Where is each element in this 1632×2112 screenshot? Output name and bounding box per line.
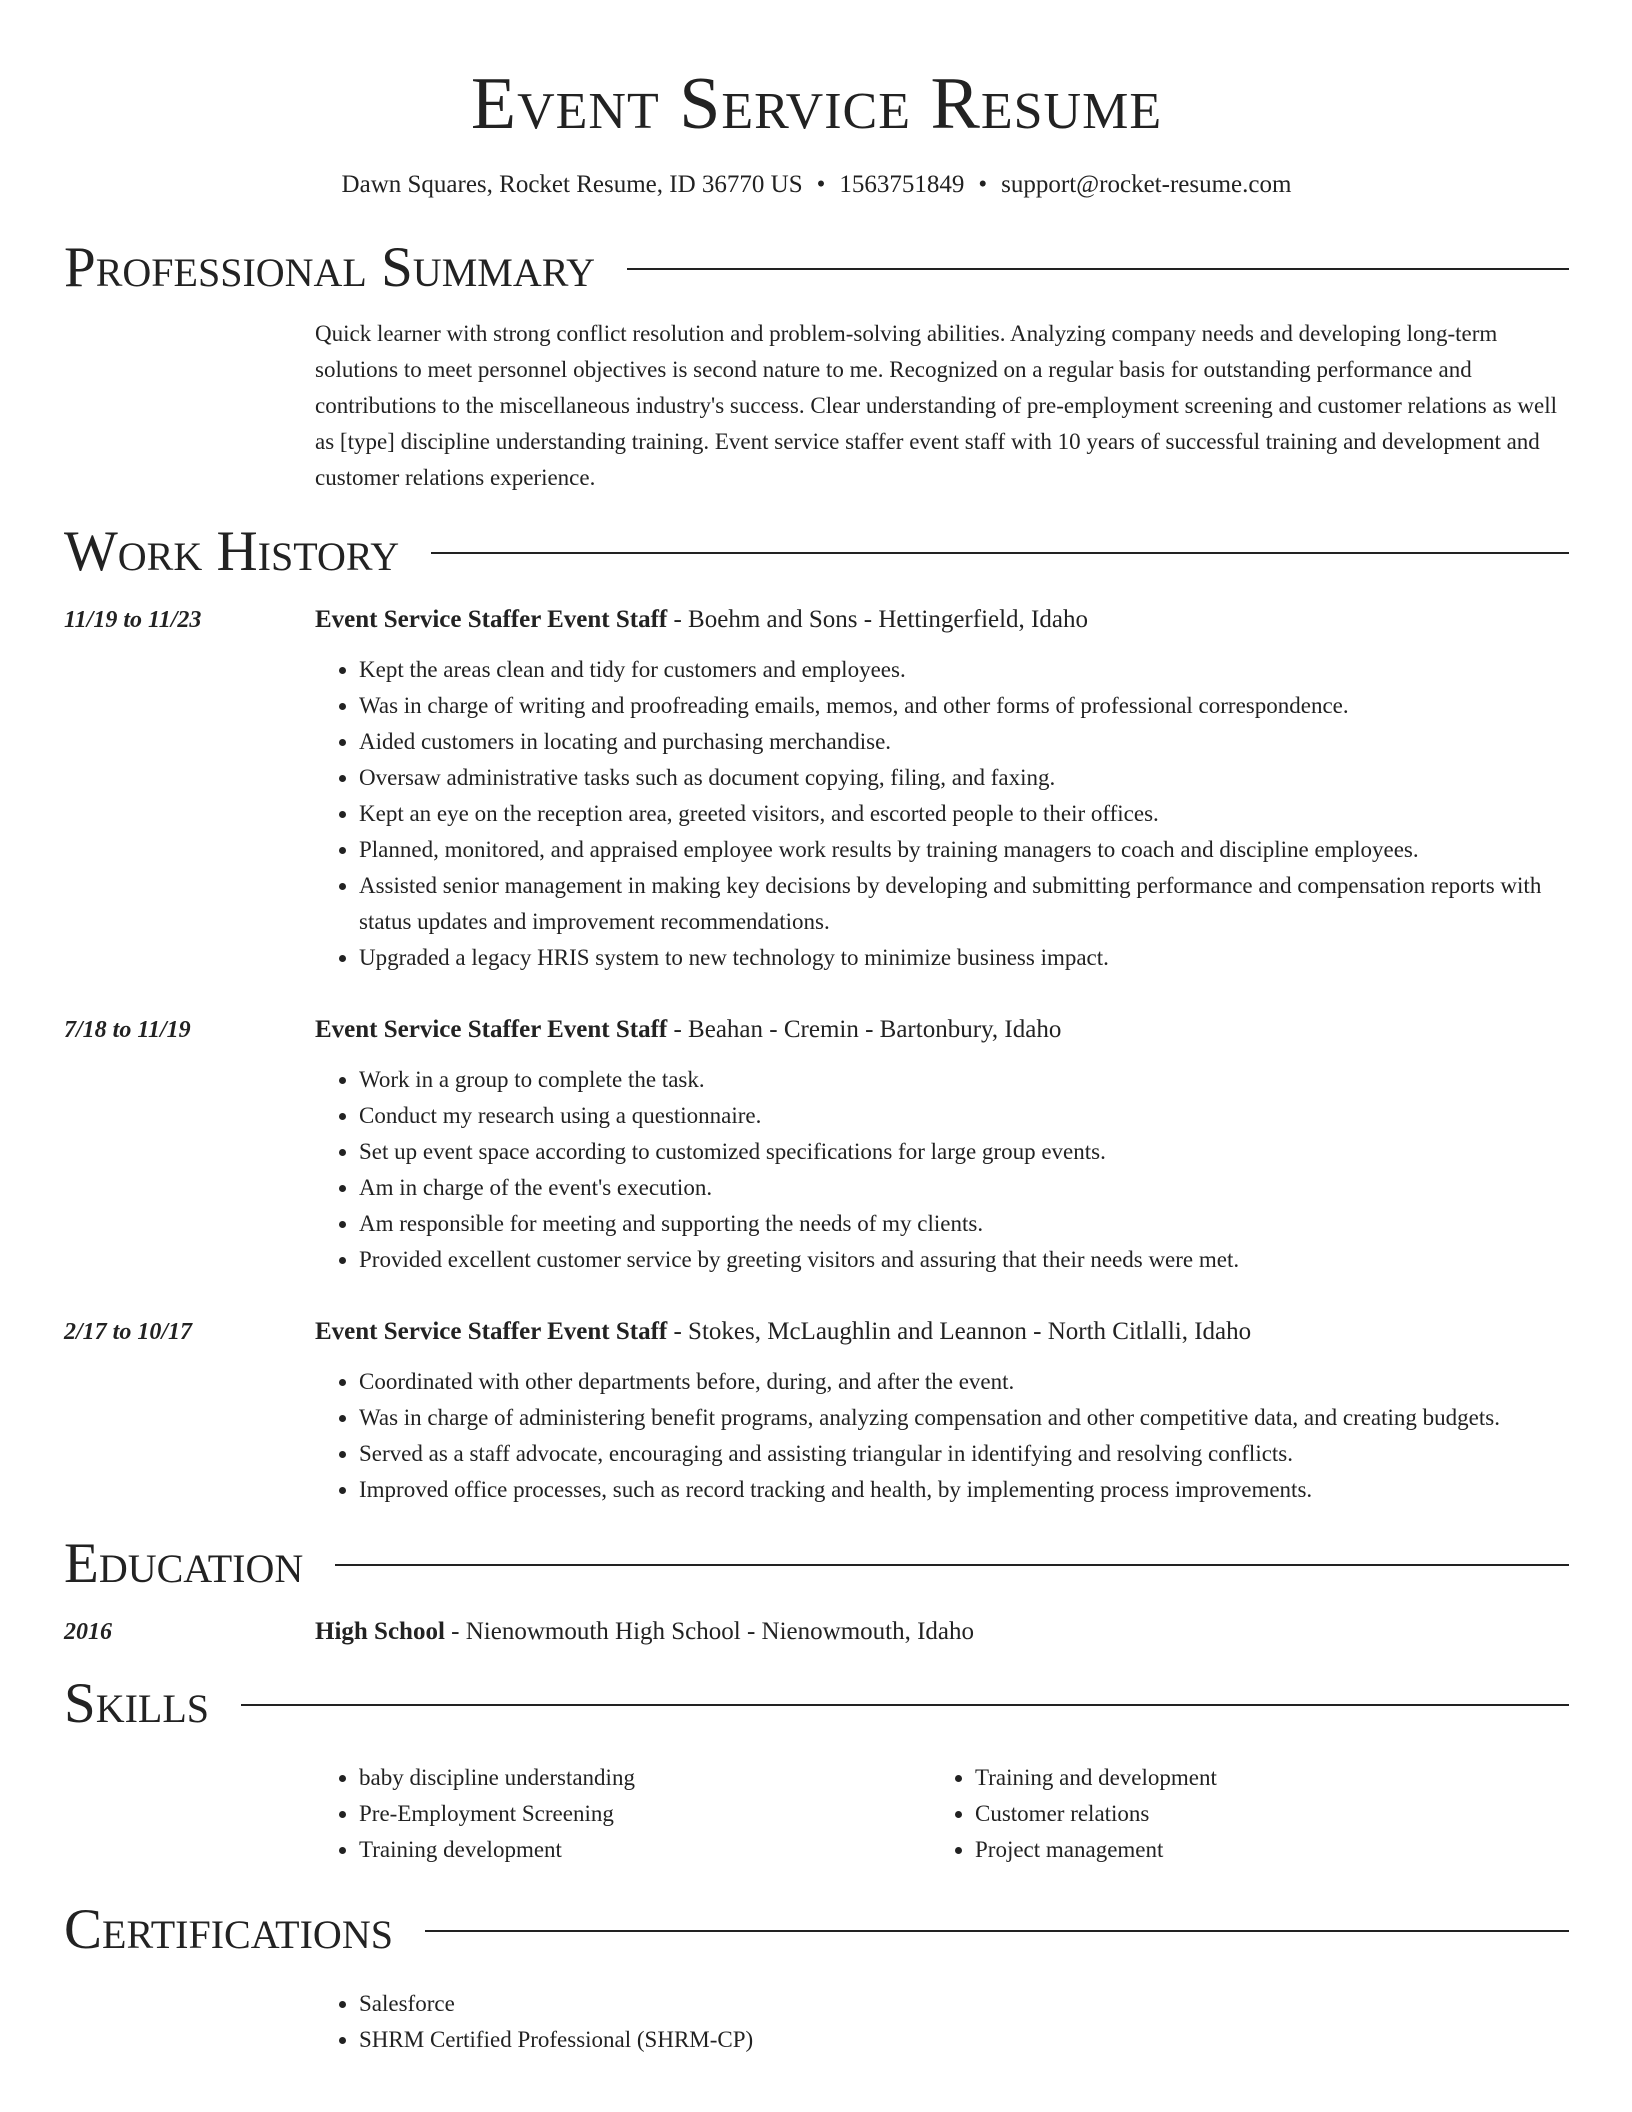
summary-heading: Professional Summary (64, 236, 596, 299)
education-details: - Nienowmouth High School - Nienowmouth, Idaho (444, 1618, 975, 1645)
job-details: - Stokes, McLaughlin and Leannon - North Citlalli, Idaho (667, 1318, 1252, 1345)
job-entry (64, 1012, 1569, 1278)
skills-heading: Skills (64, 1672, 210, 1735)
job-bullets (315, 652, 1569, 976)
education-body (315, 1614, 1569, 1650)
job-details: - Beahan - Cremin - Bartonbury, Idaho (667, 1016, 1062, 1043)
contact-phone: 1563751849 (839, 171, 965, 198)
section-divider (335, 1564, 1569, 1566)
job-entry (64, 1314, 1569, 1508)
job-dates: 11/19 to 11/23 (64, 607, 202, 633)
job-details: - Boehm and Sons - Hettingerfield, Idaho (667, 606, 1088, 633)
list-item: • Assisted senior management in making key decisions by developing and submitting performance and compensation reports with status updates and improvement recommendations. (359, 868, 1569, 940)
job-header (315, 1314, 1569, 1350)
list-item: • Improved office processes, such as record tracking and health, by implementing process improvements. (359, 1472, 1569, 1508)
skill-item: • Project management (975, 1832, 1547, 1868)
list-item: • Kept an eye on the reception area, greeted visitors, and escorted people to their offices. (359, 796, 1569, 832)
list-item: • Am in charge of the event's execution. (359, 1170, 1569, 1206)
education-year: 2016 (64, 1619, 112, 1645)
summary-text: Quick learner with strong conflict resolution and problem-solving abilities. Analyzing company needs and developing long-term solutions to meet personnel objectives is second nature to me. Recognized on a regular basis for outstanding performance and contributions to the miscellaneous industry's success. Clear understanding of pre-employment screening and customer relations as well as [type] discipline understanding training. Event service staffer event staff with 10 years of successful training and development and customer relations experience. (315, 321, 1557, 490)
job-title: Event Service Staffer Event Staff (315, 606, 668, 633)
work-heading: Work History (64, 520, 400, 583)
contact-separator: • (816, 171, 826, 198)
section-divider (431, 552, 1569, 554)
section-divider (425, 1930, 1569, 1932)
contact-address: Dawn Squares, Rocket Resume, ID 36770 US (341, 171, 803, 198)
skill-item: • Customer relations (975, 1796, 1547, 1832)
education-heading: Education (64, 1532, 304, 1595)
education-degree: High School (315, 1618, 445, 1645)
certifications-list (315, 1986, 1569, 2058)
job-bullets (315, 1364, 1569, 1508)
education-entry (64, 1614, 1569, 1650)
list-item: • Coordinated with other departments before, during, and after the event. (359, 1364, 1569, 1400)
work-section-header (64, 522, 1569, 582)
job-title: Event Service Staffer Event Staff (315, 1016, 668, 1043)
skill-item: • Pre-Employment Screening (359, 1796, 931, 1832)
education-section-header (64, 1534, 1569, 1594)
job-body (315, 602, 1569, 976)
skills-list (315, 1760, 1569, 1868)
education-header (315, 1614, 1569, 1650)
certification-item: • SHRM Certified Professional (SHRM-CP) (359, 2022, 1569, 2058)
job-body (315, 1314, 1569, 1508)
list-item: • Planned, monitored, and appraised employee work results by training managers to coach and discipline employees. (359, 832, 1569, 868)
certifications-items (315, 1986, 1569, 2058)
skill-item: • Training and development (975, 1760, 1547, 1796)
list-item: • Upgraded a legacy HRIS system to new technology to minimize business impact. (359, 940, 1569, 976)
contact-email[interactable]: support@rocket-resume.com (1001, 171, 1292, 198)
list-item: • Work in a group to complete the task. (359, 1062, 1569, 1098)
list-item: • Set up event space according to customized specifications for large group events. (359, 1134, 1569, 1170)
list-item: • Was in charge of administering benefit programs, analyzing compensation and other competitive data, and creating budgets. (359, 1400, 1569, 1436)
contact-line (64, 168, 1569, 202)
skill-item: • Training development (359, 1832, 931, 1868)
job-bullets (315, 1062, 1569, 1278)
job-entry (64, 602, 1569, 976)
list-item: • Served as a staff advocate, encouraging and assisting triangular in identifying and resolving conflicts. (359, 1436, 1569, 1472)
list-item: • Aided customers in locating and purchasing merchandise. (359, 724, 1569, 760)
skills-column-left (315, 1760, 931, 1868)
job-body (315, 1012, 1569, 1278)
list-item: • Provided excellent customer service by greeting visitors and assuring that their needs were met. (359, 1242, 1569, 1278)
job-header (315, 1012, 1569, 1048)
certifications-section-header (64, 1900, 1569, 1960)
list-item: • Conduct my research using a questionnaire. (359, 1098, 1569, 1134)
summary-section-header (64, 238, 1569, 298)
list-item: • Am responsible for meeting and supporting the needs of my clients. (359, 1206, 1569, 1242)
skills-column-right (931, 1760, 1547, 1868)
certification-item: • Salesforce (359, 1986, 1569, 2022)
job-header (315, 602, 1569, 638)
skills-section-header (64, 1674, 1569, 1734)
job-dates: 2/17 to 10/17 (64, 1319, 193, 1345)
skill-item: • baby discipline understanding (359, 1760, 931, 1796)
section-divider (627, 268, 1569, 270)
list-item: • Was in charge of writing and proofreading emails, memos, and other forms of professional correspondence. (359, 688, 1569, 724)
list-item: • Kept the areas clean and tidy for customers and employees. (359, 652, 1569, 688)
resume-title: Event Service Resume (470, 63, 1163, 145)
job-dates: 7/18 to 11/19 (64, 1017, 191, 1043)
section-divider (241, 1704, 1569, 1706)
job-title: Event Service Staffer Event Staff (315, 1318, 668, 1345)
contact-separator: • (978, 171, 988, 198)
list-item: • Oversaw administrative tasks such as document copying, filing, and faxing. (359, 760, 1569, 796)
certifications-heading: Certifications (64, 1898, 393, 1961)
